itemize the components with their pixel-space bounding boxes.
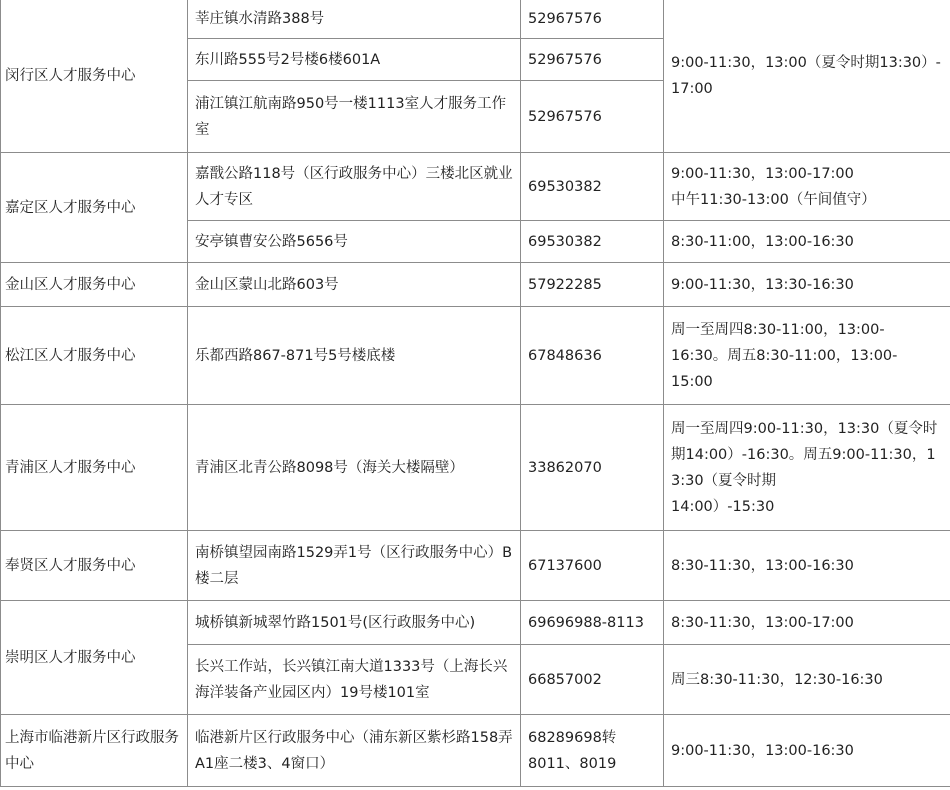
phone-cell: 52967576 xyxy=(521,0,664,39)
hours-cell: 9:00-11:30，13:00-17:00 中午11:30-13:00（午间值守） xyxy=(664,153,950,221)
phone-cell: 67848636 xyxy=(521,307,664,405)
center-name: 青浦区人才服务中心 xyxy=(1,405,188,531)
address-cell: 临港新片区行政服务中心（浦东新区紫杉路158弄A1座二楼3、4窗口） xyxy=(188,715,521,787)
hours-cell: 9:00-11:30，13:00-16:30 xyxy=(664,715,950,787)
center-name: 崇明区人才服务中心 xyxy=(1,601,188,715)
phone-cell: 67137600 xyxy=(521,531,664,601)
address-cell: 金山区蒙山北路603号 xyxy=(188,263,521,307)
phone-cell: 66857002 xyxy=(521,645,664,715)
phone-cell: 52967576 xyxy=(521,39,664,81)
table-row xyxy=(1,0,950,39)
hours-cell: 周一至周四9:00-11:30，13:30（夏令时期14:00）-16:30。周五9:00-11:30，13:30（夏令时期 14:00）-15:30 xyxy=(664,405,950,531)
phone-cell: 69530382 xyxy=(521,153,664,221)
hours-cell: 8:30-11:00，13:00-16:30 xyxy=(664,221,950,263)
address-cell: 安亭镇曹安公路5656号 xyxy=(188,221,521,263)
phone-cell: 68289698转 8011、8019 xyxy=(521,715,664,787)
table-row xyxy=(1,715,950,787)
address-cell: 东川路555号2号楼6楼601A xyxy=(188,39,521,81)
phone-cell: 33862070 xyxy=(521,405,664,531)
address-cell: 长兴工作站，长兴镇江南大道1333号（上海长兴海洋装备产业园区内）19号楼101室 xyxy=(188,645,521,715)
address-cell: 乐都西路867-871号5号楼底楼 xyxy=(188,307,521,405)
address-cell: 嘉戬公路118号（区行政服务中心）三楼北区就业人才专区 xyxy=(188,153,521,221)
center-name: 嘉定区人才服务中心 xyxy=(1,153,188,263)
phone-cell: 57922285 xyxy=(521,263,664,307)
hours-cell: 周三8:30-11:30，12:30-16:30 xyxy=(664,645,950,715)
phone-cell: 69530382 xyxy=(521,221,664,263)
phone-cell: 69696988-8113 xyxy=(521,601,664,645)
table-row xyxy=(1,601,950,645)
center-name: 奉贤区人才服务中心 xyxy=(1,531,188,601)
hours-cell: 9:00-11:30，13:30-16:30 xyxy=(664,263,950,307)
address-cell: 南桥镇望园南路1529弄1号（区行政服务中心）B楼二层 xyxy=(188,531,521,601)
phone-cell: 52967576 xyxy=(521,81,664,153)
table-row xyxy=(1,531,950,601)
address-cell: 莘庄镇水清路388号 xyxy=(188,0,521,39)
table-row xyxy=(1,153,950,221)
hours-cell: 周一至周四8:30-11:00，13:00- 16:30。周五8:30-11:00，13:00- 15:00 xyxy=(664,307,950,405)
address-cell: 浦江镇江航南路950号一楼1113室人才服务工作室 xyxy=(188,81,521,153)
table-row xyxy=(1,307,950,405)
center-name: 松江区人才服务中心 xyxy=(1,307,188,405)
table-row xyxy=(1,405,950,531)
address-cell: 城桥镇新城翠竹路1501号(区行政服务中心) xyxy=(188,601,521,645)
hours-cell: 8:30-11:30，13:00-16:30 xyxy=(664,531,950,601)
center-name: 金山区人才服务中心 xyxy=(1,263,188,307)
center-name: 上海市临港新片区行政服务中心 xyxy=(1,715,188,787)
hours-cell: 9:00-11:30，13:00（夏令时期13:30）-17:00 xyxy=(664,0,950,153)
address-cell: 青浦区北青公路8098号（海关大楼隔壁） xyxy=(188,405,521,531)
table-row xyxy=(1,263,950,307)
center-name: 闵行区人才服务中心 xyxy=(1,0,188,153)
hours-cell: 8:30-11:30，13:00-17:00 xyxy=(664,601,950,645)
